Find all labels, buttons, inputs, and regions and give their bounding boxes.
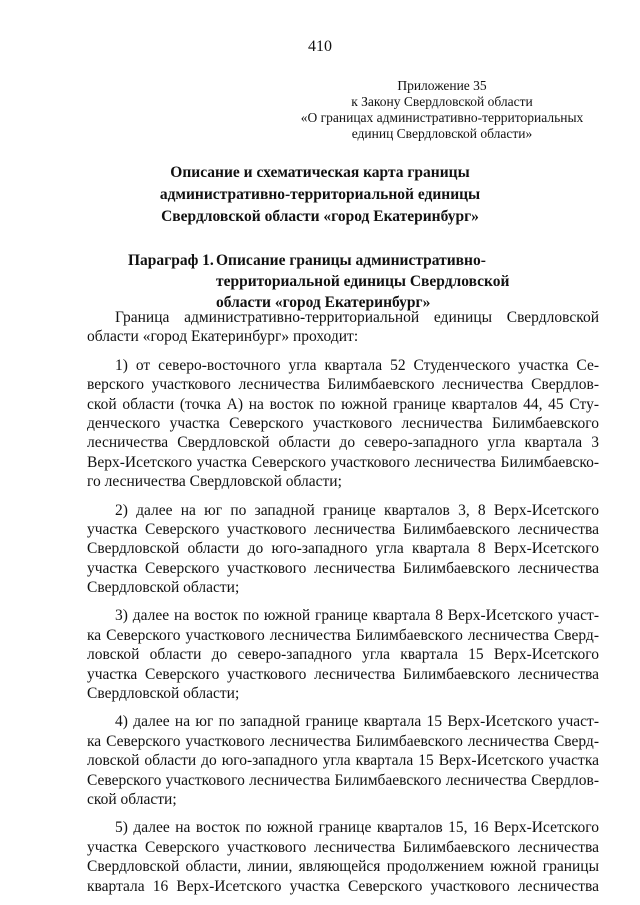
paragraph-heading-line: Описание границы административно- (216, 252, 486, 269)
paragraph-line: 1) от северо-восточного угла квартала 52 Студенческого участка Се- (115, 356, 599, 374)
paragraph-line: лесничества Свердловской области до северо-западного угла квартала 3 (87, 434, 599, 452)
paragraph-line: ка Северского участкового лесничества Билимбаевского лесничества Сверд- (87, 732, 599, 750)
paragraph-line: ской области; (87, 790, 177, 808)
paragraph-line: 4) далее на юг по западной границе квартала 15 Верх-Исетского участ- (115, 713, 599, 731)
body-paragraph (87, 712, 599, 809)
paragraph-line: ловской области до северо-западного угла квартала 15 Верх-Исетского (87, 646, 599, 664)
body-paragraph (87, 606, 599, 703)
paragraph-label: Параграф 1. (128, 252, 214, 269)
appendix-reference (292, 78, 592, 142)
paragraph-line: участка Северского участкового лесничества Билимбаевского лесничества (87, 520, 599, 538)
body-paragraph (87, 308, 599, 347)
paragraph-line: го лесничества Свердловской области; (87, 473, 342, 491)
paragraph-line: ка Северского участкового лесничества Билимбаевского лесничества Сверд- (87, 626, 599, 644)
paragraph-line: квартала 16 Верх-Исетского участка Северского участкового лесничества (87, 877, 599, 895)
paragraph-line: Свердловской области, линии, являющейся продолжением южной границы (87, 858, 599, 876)
paragraph-line: денческого участка Северского участкового лесничества Билимбаевского (87, 414, 599, 432)
paragraph-line: участка Северского участкового лесничества Билимбаевского лесничества (87, 559, 599, 577)
paragraph-line: участка Северского участкового лесничества Билимбаевского лесничества (87, 665, 599, 683)
paragraph-line: Верх-Исетского участка Северского участкового лесничества Билимбаевско- (87, 453, 599, 471)
paragraph-line: Граница административно-территориальной единицы Свердловской (115, 309, 599, 326)
paragraph-line: 5) далее на восток по южной границе кварталов 15, 16 Верх-Исетского (115, 819, 599, 837)
body-paragraph (87, 356, 599, 492)
paragraph-line: Свердловской области до юго-западного угла квартала 8 Верх-Исетского (87, 540, 599, 558)
paragraph-line: ловской области до юго-западного угла квартала 15 Верх-Исетского участка (87, 752, 599, 770)
title-line: Описание и схематическая карта границы (170, 164, 470, 181)
appendix-line: Приложение 35 (397, 78, 487, 93)
body-text (87, 308, 599, 905)
paragraph-heading-line: территориальной единицы Свердловской (216, 273, 510, 290)
title-line: Свердловской области «город Екатеринбург» (161, 208, 479, 225)
title-line: административно-территориальной единицы (159, 186, 481, 203)
paragraph-line: 2) далее на юг по западной границе кварталов 3, 8 Верх-Исетского (115, 501, 599, 519)
paragraph-line: Свердловской области; (87, 685, 240, 703)
page-number: 410 (308, 38, 332, 55)
paragraph-line: участка Северского участкового лесничества Билимбаевского лесничества (87, 838, 599, 856)
body-paragraph (87, 501, 599, 598)
paragraph-line: 3) далее на восток по южной границе квартала 8 Верх-Исетского участ- (115, 607, 599, 625)
paragraph-heading-line: области «город Екатеринбург» (216, 294, 431, 311)
appendix-line: единиц Свердловской области» (351, 126, 533, 141)
paragraph-line: ской области (точка А) на восток по южной границе кварталов 44, 45 Сту- (87, 395, 599, 413)
body-paragraph (87, 818, 599, 896)
document-title (0, 162, 640, 228)
paragraph-line: верского участкового лесничества Билимбаевского лесничества Свердлов- (87, 376, 599, 394)
paragraph-line: Свердловской области; (87, 579, 240, 597)
paragraph-line: Северского участкового лесничества Билимбаевского лесничества Свердлов- (87, 771, 599, 789)
appendix-line: к Закону Свердловской области (351, 94, 533, 109)
paragraph-heading (128, 250, 608, 313)
appendix-line: «О границах административно-территориальных (300, 110, 584, 125)
paragraph-line: области «город Екатеринбург» проходит: (87, 328, 359, 346)
